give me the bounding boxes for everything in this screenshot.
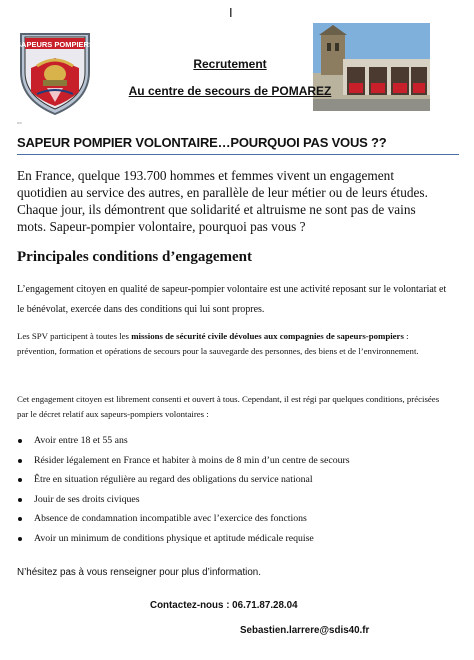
missions-text-end: : prévention, formation et opérations de secours pour la sauvegarde des personnes, des biens et de l’environnement. — [17, 331, 419, 356]
list-item — [17, 509, 457, 529]
bullet-icon — [18, 537, 22, 541]
corner-mark: °° — [17, 122, 22, 128]
paragraph-volontariat: L’engagement citoyen en qualité de sapeur-pompier volontaire est une activité reposant sur le volontariat et le bénévolat, exercée dans des conditions qui lui sont propres. — [17, 284, 447, 315]
list-item — [17, 470, 457, 490]
text-cursor-mark: I — [229, 5, 233, 20]
bullet-icon — [18, 459, 22, 463]
contact-phone: Contactez-nous : 06.71.87.28.04 — [150, 600, 298, 611]
list-item — [17, 451, 457, 471]
firefighter-crest-icon — [17, 28, 93, 116]
recruitment-heading: Recrutement — [193, 57, 267, 71]
title-rule — [17, 154, 459, 155]
intro-paragraph: En France, quelque 193.700 hommes et femmes vivent un engagement quotidien au service des autres, en parallèle de leur métier ou de leurs études. Chaque jour, ils démontrent que solidarité et altruisme ne sont pas de vains mots. Sapeur-pompier volontaire, pourquoi pas vous ? — [17, 168, 428, 234]
section-title: Principales conditions d’engagement — [17, 249, 252, 265]
bullet-icon — [18, 498, 22, 502]
condition-text: Jouir de ses droits civiques — [34, 493, 140, 505]
conditions-list — [17, 431, 457, 548]
condition-text: Absence de condamnation incompatible avec l’exercice des fonctions — [34, 513, 307, 524]
page-title: SAPEUR POMPIER VOLONTAIRE…POURQUOI PAS VOUS ?? — [17, 135, 387, 150]
list-item — [17, 431, 457, 451]
info-invitation: N’hésitez pas à vous renseigner pour plus d’information. — [17, 567, 261, 578]
contact-email[interactable]: Sebastien.larrere@sdis40.fr — [240, 625, 370, 636]
logo-text: SAPEURS POMPIERS — [17, 40, 93, 49]
list-item — [17, 529, 457, 549]
paragraph-missions — [17, 329, 447, 358]
condition-text: Être en situation régulière au regard des obligations du service national — [34, 474, 313, 485]
condition-text: Avoir un minimum de conditions physique et aptitude médicale requise — [34, 532, 314, 544]
bullet-icon — [18, 439, 22, 443]
centre-heading: Au centre de secours de POMAREZ — [128, 84, 332, 98]
bullet-icon — [18, 517, 22, 521]
missions-text-bold: missions de sécurité civile dévolues aux compagnies de sapeurs-pompiers — [131, 331, 404, 341]
paragraph-conditions-intro: Cet engagement citoyen est librement consenti et ouvert à tous. Cependant, il est régi par quelques conditions, précisées par le décret relatif aux sapeurs-pompiers volontaires : — [17, 394, 440, 419]
condition-text: Résider légalement en France et habiter à moins de 8 min d’un centre de secours — [34, 454, 350, 466]
missions-text-start: Les SPV participent à toutes les — [17, 331, 132, 341]
list-item — [17, 490, 457, 510]
condition-text: Avoir entre 18 et 55 ans — [34, 435, 128, 446]
bullet-icon — [18, 478, 22, 482]
